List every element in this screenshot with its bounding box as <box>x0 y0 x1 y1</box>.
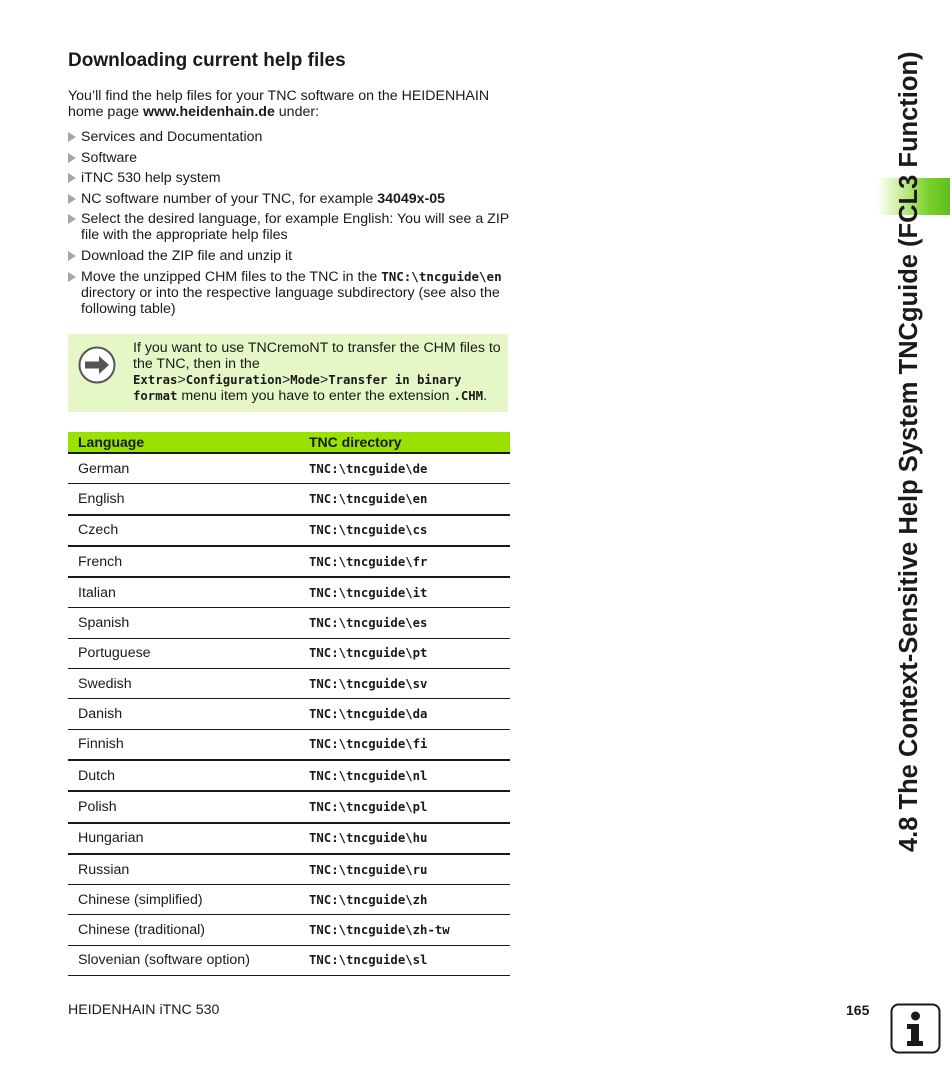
language-cell: Chinese (traditional) <box>68 915 299 945</box>
list-item <box>68 170 513 186</box>
footer-product-name: HEIDENHAIN iTNC 530 <box>68 1002 220 1018</box>
directory-cell: TNC:\tncguide\zh <box>299 885 510 915</box>
table-row <box>68 945 510 975</box>
directory-cell: TNC:\tncguide\it <box>299 577 510 608</box>
bullet-arrow-icon <box>68 153 76 163</box>
language-cell: Swedish <box>68 669 299 699</box>
table-row <box>68 546 510 577</box>
language-cell: Slovenian (software option) <box>68 945 299 975</box>
note-text <box>133 340 503 404</box>
bullet-arrow-icon <box>68 132 76 142</box>
table-row <box>68 760 510 791</box>
directory-cell: TNC:\tncguide\nl <box>299 760 510 791</box>
intro-text: You’ll find the help files for your TNC software on the HEIDENHAIN home page <box>68 88 490 120</box>
table-row <box>68 699 510 729</box>
table-row <box>68 854 510 885</box>
list-item <box>68 269 513 317</box>
table-row <box>68 608 510 638</box>
language-directory-table <box>68 432 510 976</box>
language-cell: Chinese (simplified) <box>68 885 299 915</box>
step-text: iTNC 530 help system <box>81 170 221 187</box>
menu-extras: Extras <box>133 373 178 387</box>
step-text: Move the unzipped CHM files to the TNC in the <box>81 268 382 285</box>
language-cell: German <box>68 453 299 484</box>
header-language: Language <box>68 432 299 453</box>
menu-configuration: Configuration <box>185 373 282 387</box>
list-item <box>68 129 513 145</box>
directory-cell: TNC:\tncguide\pl <box>299 791 510 822</box>
website-link: www.heidenhain.de <box>142 104 275 120</box>
language-cell: Polish <box>68 791 299 822</box>
table-row <box>68 885 510 915</box>
menu-separator: > <box>281 372 291 388</box>
steps-list <box>68 129 513 321</box>
table-row <box>68 823 510 854</box>
bullet-arrow-icon <box>68 194 76 204</box>
table-row <box>68 453 510 484</box>
info-icon <box>890 1003 942 1055</box>
directory-cell: TNC:\tncguide\cs <box>299 515 510 546</box>
table-row <box>68 577 510 608</box>
table-row <box>68 638 510 668</box>
directory-cell: TNC:\tncguide\sl <box>299 945 510 975</box>
menu-separator: > <box>177 372 186 388</box>
language-cell: Finnish <box>68 729 299 760</box>
menu-transfer-binary: Transfer in binary format <box>133 373 462 403</box>
chapter-side-title: 4.8 The Context-Sensitive Help System TNCguide (FCL3 Function) <box>895 51 923 852</box>
language-cell: Spanish <box>68 608 299 638</box>
directory-cell: TNC:\tncguide\de <box>299 453 510 484</box>
note-box <box>68 334 508 412</box>
directory-cell: TNC:\tncguide\da <box>299 699 510 729</box>
table-row <box>68 729 510 760</box>
table-row <box>68 669 510 699</box>
step-text: Services and Documentation <box>81 129 263 145</box>
note-text-end: . <box>483 388 488 404</box>
software-number: 34049x-05 <box>377 190 446 207</box>
table-row <box>68 791 510 822</box>
language-cell: Hungarian <box>68 823 299 854</box>
language-cell: Czech <box>68 515 299 546</box>
menu-mode: Mode <box>290 373 320 387</box>
step-text: Software <box>81 149 137 166</box>
bullet-arrow-icon <box>68 272 76 282</box>
page-number: 165 <box>846 1002 870 1018</box>
arrow-right-icon <box>78 346 116 384</box>
language-cell: English <box>68 484 299 515</box>
bullet-arrow-icon <box>68 214 76 224</box>
directory-cell: TNC:\tncguide\ru <box>299 854 510 885</box>
directory-cell: TNC:\tncguide\hu <box>299 823 510 854</box>
bullet-arrow-icon <box>68 173 76 183</box>
list-item <box>68 248 513 264</box>
table-row <box>68 484 510 515</box>
table-header-row <box>68 432 510 453</box>
language-cell: Danish <box>68 699 299 729</box>
intro-paragraph <box>68 88 513 120</box>
directory-cell: TNC:\tncguide\zh-tw <box>299 915 510 945</box>
step-text: Download the ZIP file and unzip it <box>81 247 293 264</box>
directory-cell: TNC:\tncguide\es <box>299 608 510 638</box>
page-heading: Downloading current help files <box>68 50 346 71</box>
directory-cell: TNC:\tncguide\fi <box>299 729 510 760</box>
step-text: NC software number of your TNC, for example <box>81 190 378 207</box>
note-text-start: If you want to use TNCremoNT to transfer the CHM files to the TNC, then in the <box>133 340 501 372</box>
language-cell: Russian <box>68 854 299 885</box>
table-row <box>68 515 510 546</box>
directory-cell: TNC:\tncguide\pt <box>299 638 510 668</box>
language-cell: French <box>68 546 299 577</box>
step-text: Select the desired language, for example English: You will see a ZIP file with the appropriate help files <box>81 211 509 244</box>
step-text-end: directory or into the respective language subdirectory (see also the following table) <box>81 284 500 317</box>
directory-cell: TNC:\tncguide\en <box>299 484 510 515</box>
list-item <box>68 191 513 207</box>
directory-cell: TNC:\tncguide\sv <box>299 669 510 699</box>
header-tnc-directory: TNC directory <box>299 432 510 453</box>
menu-separator: > <box>319 372 329 388</box>
note-text-middle: menu item you have to enter the extension <box>177 388 454 404</box>
language-cell: Portuguese <box>68 638 299 668</box>
chm-extension: .CHM <box>453 389 484 403</box>
bullet-arrow-icon <box>68 251 76 261</box>
language-cell: Dutch <box>68 760 299 791</box>
list-item <box>68 150 513 166</box>
intro-text-end: under: <box>274 104 320 120</box>
list-item <box>68 211 513 243</box>
table-row <box>68 915 510 945</box>
language-cell: Italian <box>68 577 299 608</box>
directory-code: TNC:\tncguide\en <box>381 268 502 284</box>
directory-cell: TNC:\tncguide\fr <box>299 546 510 577</box>
